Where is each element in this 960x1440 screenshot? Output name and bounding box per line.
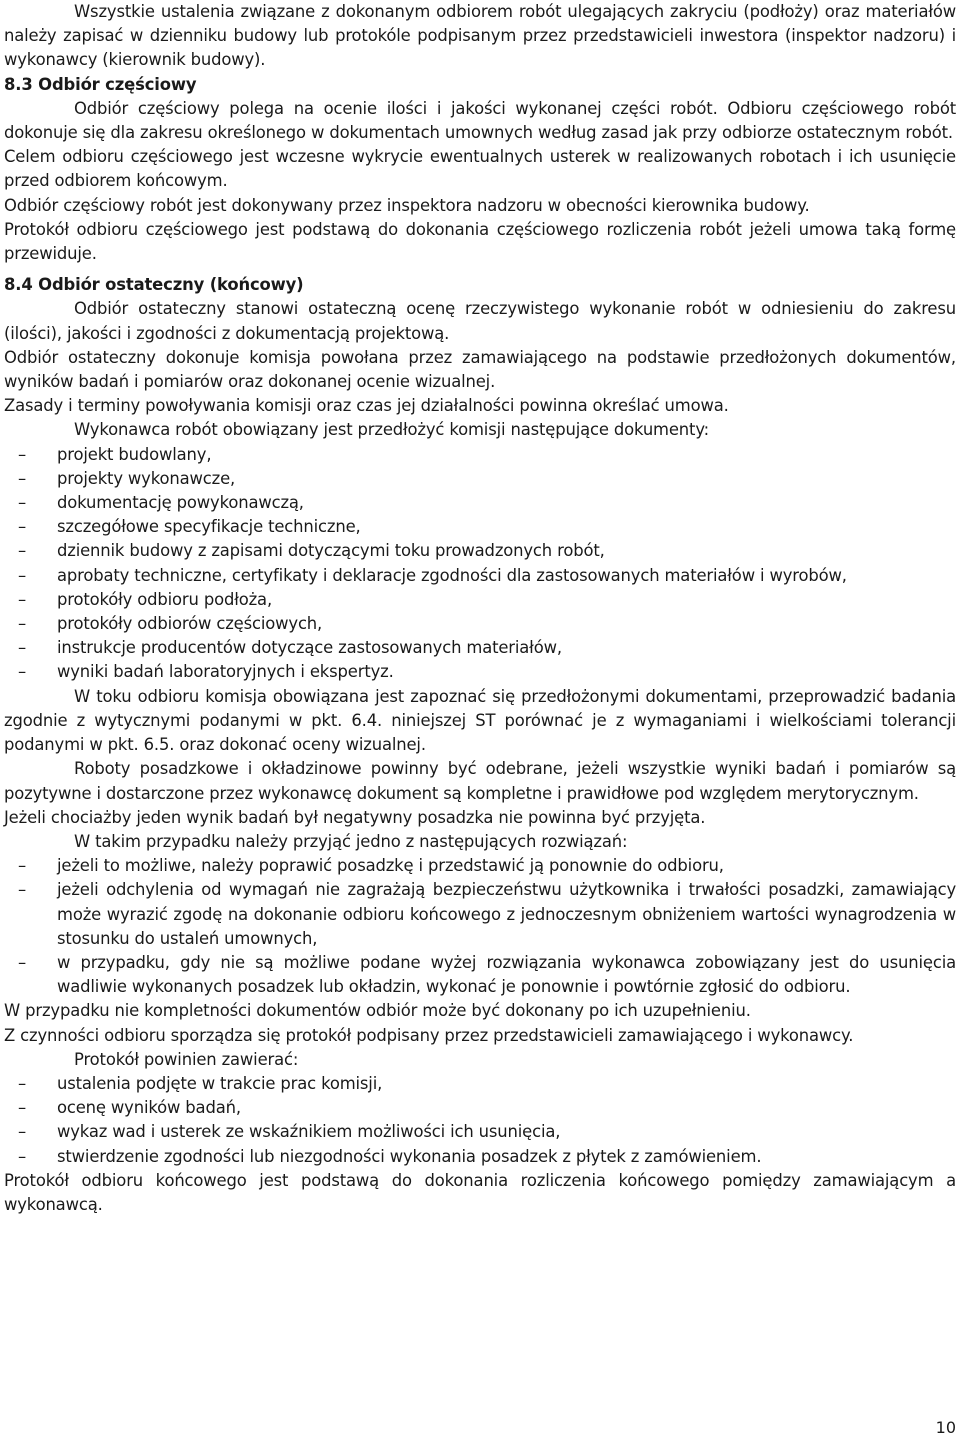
paragraph: W przypadku nie kompletności dokumentów odbiór może być dokonany po ich uzupełnieniu.: [4, 1001, 751, 1021]
list-item: – protokóły odbiorów częściowych,: [4, 612, 956, 636]
paragraph: Celem odbioru częściowego jest wczesne wykrycie ewentualnych usterek w realizowanych robotach i ich usunięcie przed odbiorem końcowym.: [4, 147, 956, 191]
paragraph: Zasady i terminy powoływania komisji oraz czas jej działalności powinna określać umowa.: [4, 396, 729, 416]
list-item: – protokóły odbioru podłoża,: [4, 588, 956, 612]
dash-list: [4, 1072, 956, 1169]
dash-list: [4, 443, 956, 685]
list-item: – projekt budowlany,: [4, 443, 956, 467]
paragraph: Wszystkie ustalenia związane z dokonanym odbiorem robót ulegających zakryciu (podłoży) oraz materiałów należy zapisać w dzienniku budowy lub protokóle podpisanym przez przedstawicieli inwestora (inspektor nadzoru) i wykonawcy (kierownik budowy).: [4, 2, 956, 70]
list-item: – wykaz wad i usterek ze wskaźnikiem możliwości ich usunięcia,: [4, 1120, 956, 1144]
paragraph: Protokół powinien zawierać:: [74, 1049, 299, 1069]
list-item: – wyniki badań laboratoryjnych i ekspertyz.: [4, 660, 956, 684]
paragraph: W toku odbioru komisja obowiązana jest zapoznać się przedłożonymi dokumentami, przeprowadzić badania zgodnie z wytycznymi podanymi w pkt. 6.4. niniejszej ST porównać je z wymaganiami i wielkościami tolerancji podanymi w pkt. 6.5. oraz dokonać oceny wizualnej.: [4, 686, 956, 755]
paragraph: W takim przypadku należy przyjąć jedno z następujących rozwiązań:: [74, 831, 628, 851]
paragraph: Odbiór częściowy polega na ocenie ilości i jakości wykonanej części robót. Odbioru częściowego robót dokonuje się dla zakresu określonego w dokumentach umownych według zasad jak przy odbiorze ostatecznym robót.: [4, 98, 956, 143]
spacer: [4, 266, 956, 273]
list-item: – ustalenia podjęte w trakcie prac komisji,: [4, 1072, 956, 1096]
list-item: – w przypadku, gdy nie są możliwe podane wyżej rozwiązania wykonawca zobowiązany jest do usunięcia wadliwie wykonanych posadzek lub okładzin, wykonać je ponownie i powtórnie zgłosić do odbioru.: [4, 951, 956, 999]
section-title: Odbiór częściowy: [38, 74, 197, 94]
section-heading: [4, 273, 956, 297]
list-item: – jeżeli to możliwe, należy poprawić posadzkę i przedstawić ją ponownie do odbioru,: [4, 854, 956, 878]
dash-list: [4, 854, 956, 999]
list-item: – aprobaty techniczne, certyfikaty i deklaracje zgodności dla zastosowanych materiałów i wyrobów,: [4, 564, 956, 588]
section-title: Odbiór ostateczny (końcowy): [38, 275, 304, 295]
paragraph: Wykonawca robót obowiązany jest przedłożyć komisji następujące dokumenty:: [74, 420, 710, 440]
document-page: [4, 0, 956, 1217]
list-item: – stwierdzenie zgodności lub niezgodności wykonania posadzek z płytek z zamówieniem.: [4, 1145, 956, 1169]
list-item: – instrukcje producentów dotyczące zastosowanych materiałów,: [4, 636, 956, 660]
list-item: – dziennik budowy z zapisami dotyczącymi toku prowadzonych robót,: [4, 539, 956, 563]
list-item: – szczegółowe specyfikacje techniczne,: [4, 515, 956, 539]
list-item: – jeżeli odchylenia od wymagań nie zagrażają bezpieczeństwu użytkownika i trwałości posadzki, zamawiający może wyrazić zgodę na dokonanie odbioru końcowego z jednoczesnym obniżeniem wartości wynagrodzenia w stosunku do ustaleń umownych,: [4, 878, 956, 951]
section-number: 8.3: [4, 74, 33, 94]
paragraph: Z czynności odbioru sporządza się protokół podpisany przez przedstawicieli zamawiającego i wykonawcy.: [4, 1025, 854, 1045]
paragraph: Jeżeli chociażby jeden wynik badań był negatywny posadzka nie powinna być przyjęta.: [4, 807, 706, 827]
paragraph: Protokół odbioru częściowego jest podstawą do dokonania częściowego rozliczenia robót jeżeli umowa taką formę przewiduje.: [4, 219, 956, 264]
section-number: 8.4: [4, 275, 33, 295]
paragraph: Odbiór częściowy robót jest dokonywany przez inspektora nadzoru w obecności kierownika budowy.: [4, 195, 810, 215]
page-number: 10: [935, 1418, 956, 1437]
section-heading: [4, 73, 956, 97]
paragraph: Roboty posadzkowe i okładzinowe powinny być odebrane, jeżeli wszystkie wyniki badań i pomiarów są pozytywne i dostarczone przez wykonawcę dokument są kompletne i prawidłowe pod względem merytorycznym.: [4, 759, 956, 803]
list-item: – ocenę wyników badań,: [4, 1096, 956, 1120]
list-item: – dokumentację powykonawczą,: [4, 491, 956, 515]
paragraph: Protokół odbioru końcowego jest podstawą do dokonania rozliczenia końcowego pomiędzy zamawiającym a wykonawcą.: [4, 1170, 956, 1214]
paragraph: Odbiór ostateczny dokonuje komisja powołana przez zamawiającego na podstawie przedłożonych dokumentów, wyników badań i pomiarów oraz dokonanej ocenie wizualnej.: [4, 347, 956, 392]
paragraph: Odbiór ostateczny stanowi ostateczną ocenę rzeczywistego wykonanie robót w odniesieniu do zakresu (ilości), jakości i zgodności z dokumentacją projektową.: [4, 299, 956, 343]
list-item: – projekty wykonawcze,: [4, 467, 956, 491]
